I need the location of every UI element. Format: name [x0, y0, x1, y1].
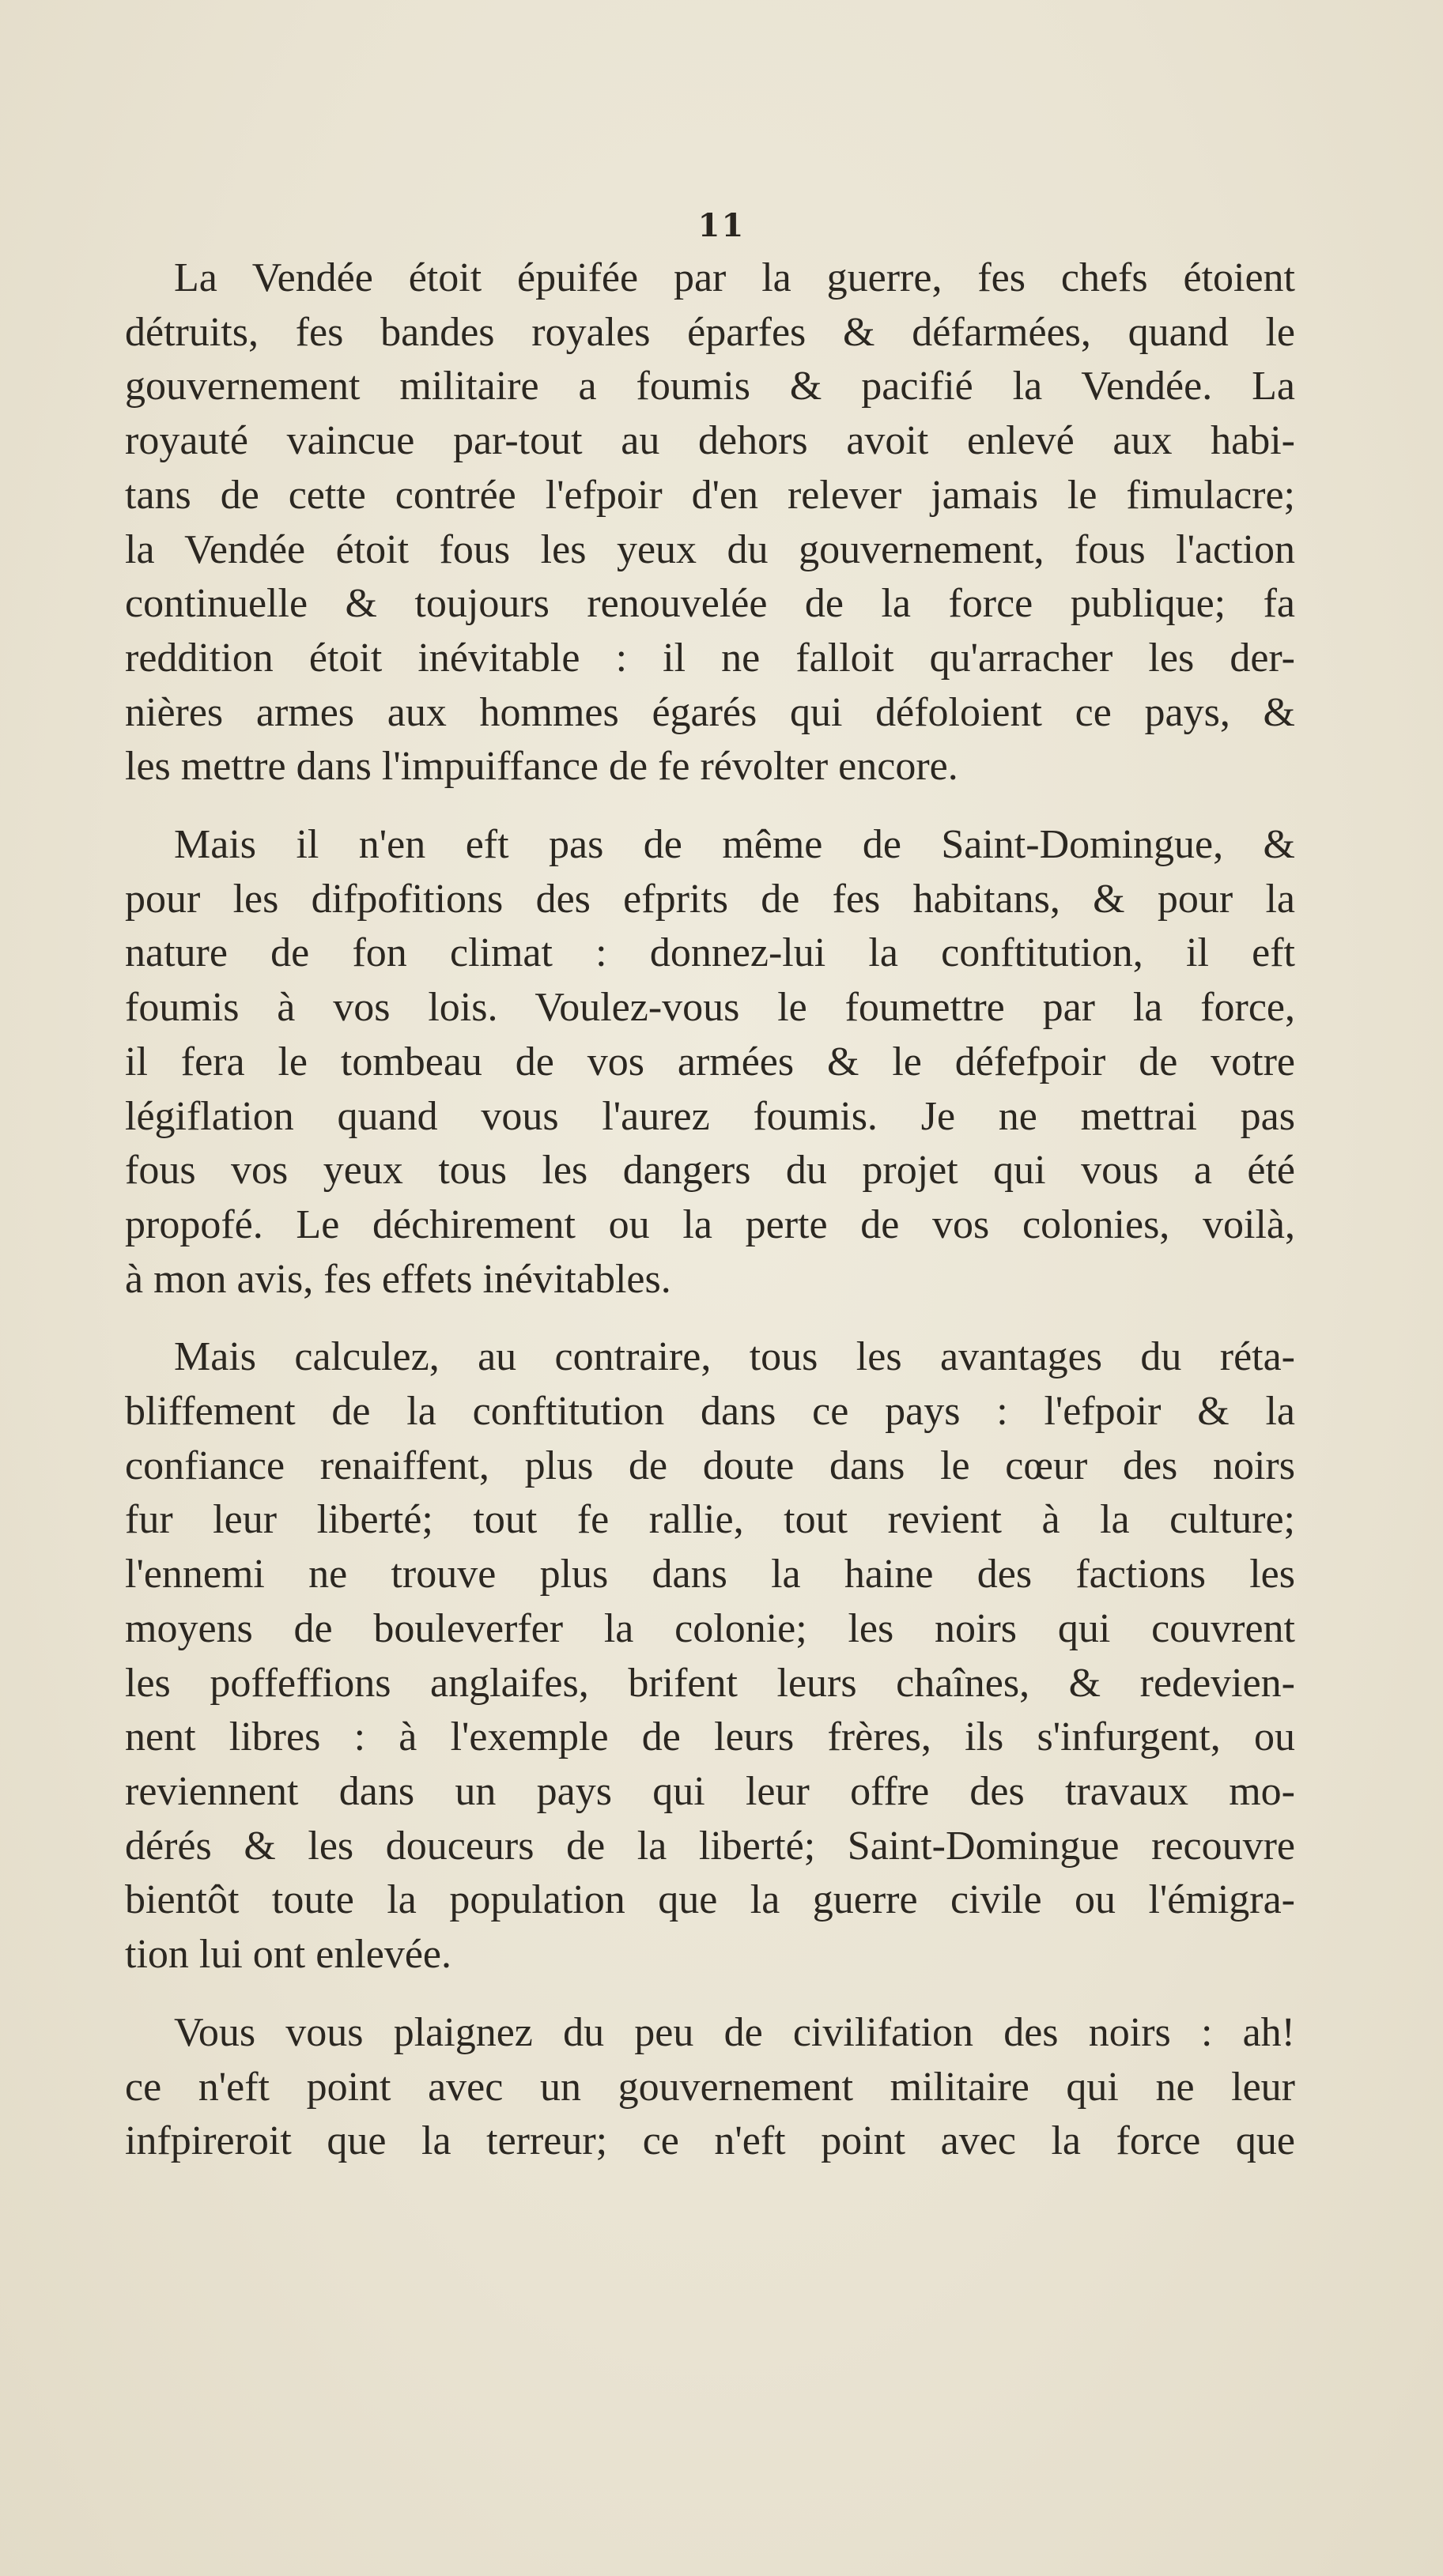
text-line: il fera le tombeau de vos armées & le défefpoir de votre: [125, 1039, 1295, 1084]
text-line: pour les difpofitions des efprits de fes habitans, & pour la: [125, 876, 1295, 922]
text-line: fous vos yeux tous les dangers du projet qui vous a été: [125, 1148, 1295, 1194]
text-line: dérés & les douceurs de la liberté; Saint-Domingue recouvre: [125, 1823, 1295, 1869]
text-line: foumis à vos lois. Voulez-vous le foumettre par la force,: [125, 985, 1295, 1031]
text-line: bientôt toute la population que la guerre civile ou l'émigra-: [125, 1877, 1295, 1923]
text-line: nature de fon climat : donnez-lui la conftitution, il eft: [125, 930, 1295, 976]
text-line: royauté vaincue par-tout au dehors avoit enlevé aux habi-: [125, 418, 1295, 464]
text-line: tion lui ont enlevée.: [125, 1932, 452, 1978]
text-line: continuelle & toujours renouvelée de la force publique; fa: [125, 581, 1295, 627]
text-line: nières armes aux hommes égarés qui défoloient ce pays, &: [125, 689, 1295, 735]
text-line: moyens de bouleverfer la colonie; les noirs qui couvrent: [125, 1605, 1295, 1651]
text-line: la Vendée étoit fous les yeux du gouvernement, fous l'action: [125, 526, 1295, 572]
paragraph-civilisation: [125, 2006, 1295, 2169]
text-line: confiance renaiffent, plus de doute dans le cœur des noirs: [125, 1443, 1295, 1488]
paragraph-avantages: [125, 1330, 1295, 1982]
text-line: les mettre dans l'impuiffance de fe révolter encore.: [125, 744, 958, 790]
text-line: ce n'eft point avec un gouvernement militaire qui ne leur: [125, 2064, 1295, 2110]
text-line: propofé. Le déchirement ou la perte de vos colonies, voilà,: [125, 1201, 1295, 1247]
text-line: gouvernement militaire a foumis & pacifié la Vendée. La: [125, 364, 1295, 409]
text-line: nent libres : à l'exemple de leurs frères, ils s'infurgent, ou: [125, 1714, 1295, 1760]
paragraph-saint-domingue: [125, 818, 1295, 1307]
text-line: Mais calculez, au contraire, tous les avantages du réta-: [174, 1334, 1295, 1380]
text-line: légiflation quand vous l'aurez foumis. Je ne mettrai pas: [125, 1093, 1295, 1139]
text-line: Vous vous plaignez du peu de civilifation des noirs : ah!: [174, 2009, 1295, 2055]
text-line: les poffeffions anglaifes, brifent leurs chaînes, & redevien-: [125, 1660, 1295, 1706]
text-line: infpireroit que la terreur; ce n'eft point avec la force que: [125, 2118, 1295, 2164]
text-line: détruits, fes bandes royales éparfes & défarmées, quand le: [125, 309, 1295, 355]
paragraph-vendee: [125, 251, 1295, 794]
text-line: tans de cette contrée l'efpoir d'en relever jamais le fimulacre;: [125, 472, 1295, 518]
text-line: La Vendée étoit épuifée par la guerre, fes chefs étoient: [174, 255, 1295, 300]
text-line: l'ennemi ne trouve plus dans la haine des factions les: [125, 1552, 1295, 1597]
text-line: bliffement de la conftitution dans ce pays : l'efpoir & la: [125, 1389, 1295, 1435]
body-text: [125, 251, 1295, 2169]
text-line: fur leur liberté; tout fe rallie, tout revient à la culture;: [125, 1497, 1295, 1543]
page-number: 11: [697, 207, 746, 244]
text-line: à mon avis, fes effets inévitables.: [125, 1256, 671, 1302]
text-line: reddition étoit inévitable : il ne falloit qu'arracher les der-: [125, 635, 1295, 681]
text-line: reviennent dans un pays qui leur offre des travaux mo-: [125, 1768, 1295, 1814]
text-line: Mais il n'en eft pas de même de Saint-Domingue, &: [174, 822, 1295, 868]
